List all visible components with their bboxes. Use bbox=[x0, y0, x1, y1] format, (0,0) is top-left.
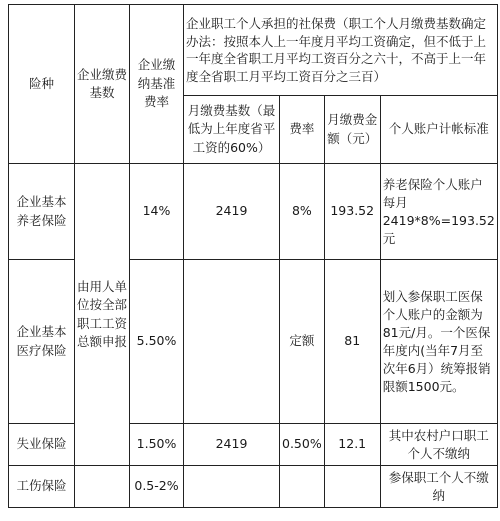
row-account-standard: 参保职工个人不缴纳 bbox=[380, 466, 497, 508]
row-type: 企业基本医疗保险 bbox=[9, 260, 75, 424]
header-row-1 bbox=[9, 5, 498, 96]
row-type: 失业保险 bbox=[9, 424, 75, 466]
row-account-standard: 养老保险个人账户每月2419*8%=193.52元 bbox=[380, 164, 497, 260]
table-row bbox=[9, 466, 498, 508]
row-base-empty bbox=[75, 466, 130, 508]
header-account-standard: 个人账户计帐标准 bbox=[380, 96, 497, 164]
row-monthly-base bbox=[184, 466, 280, 508]
header-type: 险种 bbox=[9, 5, 75, 164]
row-personal-rate: 定额 bbox=[280, 260, 325, 424]
row-monthly-base: 2419 bbox=[184, 424, 280, 466]
table-row bbox=[9, 164, 498, 260]
row-rate: 5.50% bbox=[130, 260, 184, 424]
row-monthly-base bbox=[184, 260, 280, 424]
header-base: 企业缴费基数 bbox=[75, 5, 130, 164]
header-personal-group: 企业职工个人承担的社保费（职工个人月缴费基数确定办法：按照本人上一年度月平均工资确定，但不低于上一年度全省职工月平均工资百分之六十，不高于上一年度全省职工月平均工资百分之三百） bbox=[184, 5, 498, 96]
row-account-standard: 其中农村户口职工个人不缴纳 bbox=[380, 424, 497, 466]
row-type: 企业基本养老保险 bbox=[9, 164, 75, 260]
row-rate: 0.5-2% bbox=[130, 466, 184, 508]
row-monthly-amount bbox=[324, 466, 380, 508]
social-insurance-table bbox=[8, 4, 498, 508]
header-personal-rate: 费率 bbox=[280, 96, 325, 164]
row-rate: 1.50% bbox=[130, 424, 184, 466]
row-monthly-amount: 193.52 bbox=[324, 164, 380, 260]
row-monthly-amount: 81 bbox=[324, 260, 380, 424]
row-type: 工伤保险 bbox=[9, 466, 75, 508]
row-personal-rate: 8% bbox=[280, 164, 325, 260]
shared-base-cell: 由用人单位按全部职工工资总额申报 bbox=[75, 164, 130, 466]
row-account-standard: 划入参保职工医保个人账户的金额为81元/月。一个医保年度内(当年7月至次年6月）统筹报销限额1500元。 bbox=[380, 260, 497, 424]
header-monthly-base: 月缴费基数（最低为上年度省平工资的60%） bbox=[184, 96, 280, 164]
header-monthly-amount: 月缴费金额（元） bbox=[324, 96, 380, 164]
header-rate: 企业缴纳基准费率 bbox=[130, 5, 184, 164]
row-personal-rate bbox=[280, 466, 325, 508]
row-monthly-amount: 12.1 bbox=[324, 424, 380, 466]
row-personal-rate: 0.50% bbox=[280, 424, 325, 466]
row-rate: 14% bbox=[130, 164, 184, 260]
row-monthly-base: 2419 bbox=[184, 164, 280, 260]
